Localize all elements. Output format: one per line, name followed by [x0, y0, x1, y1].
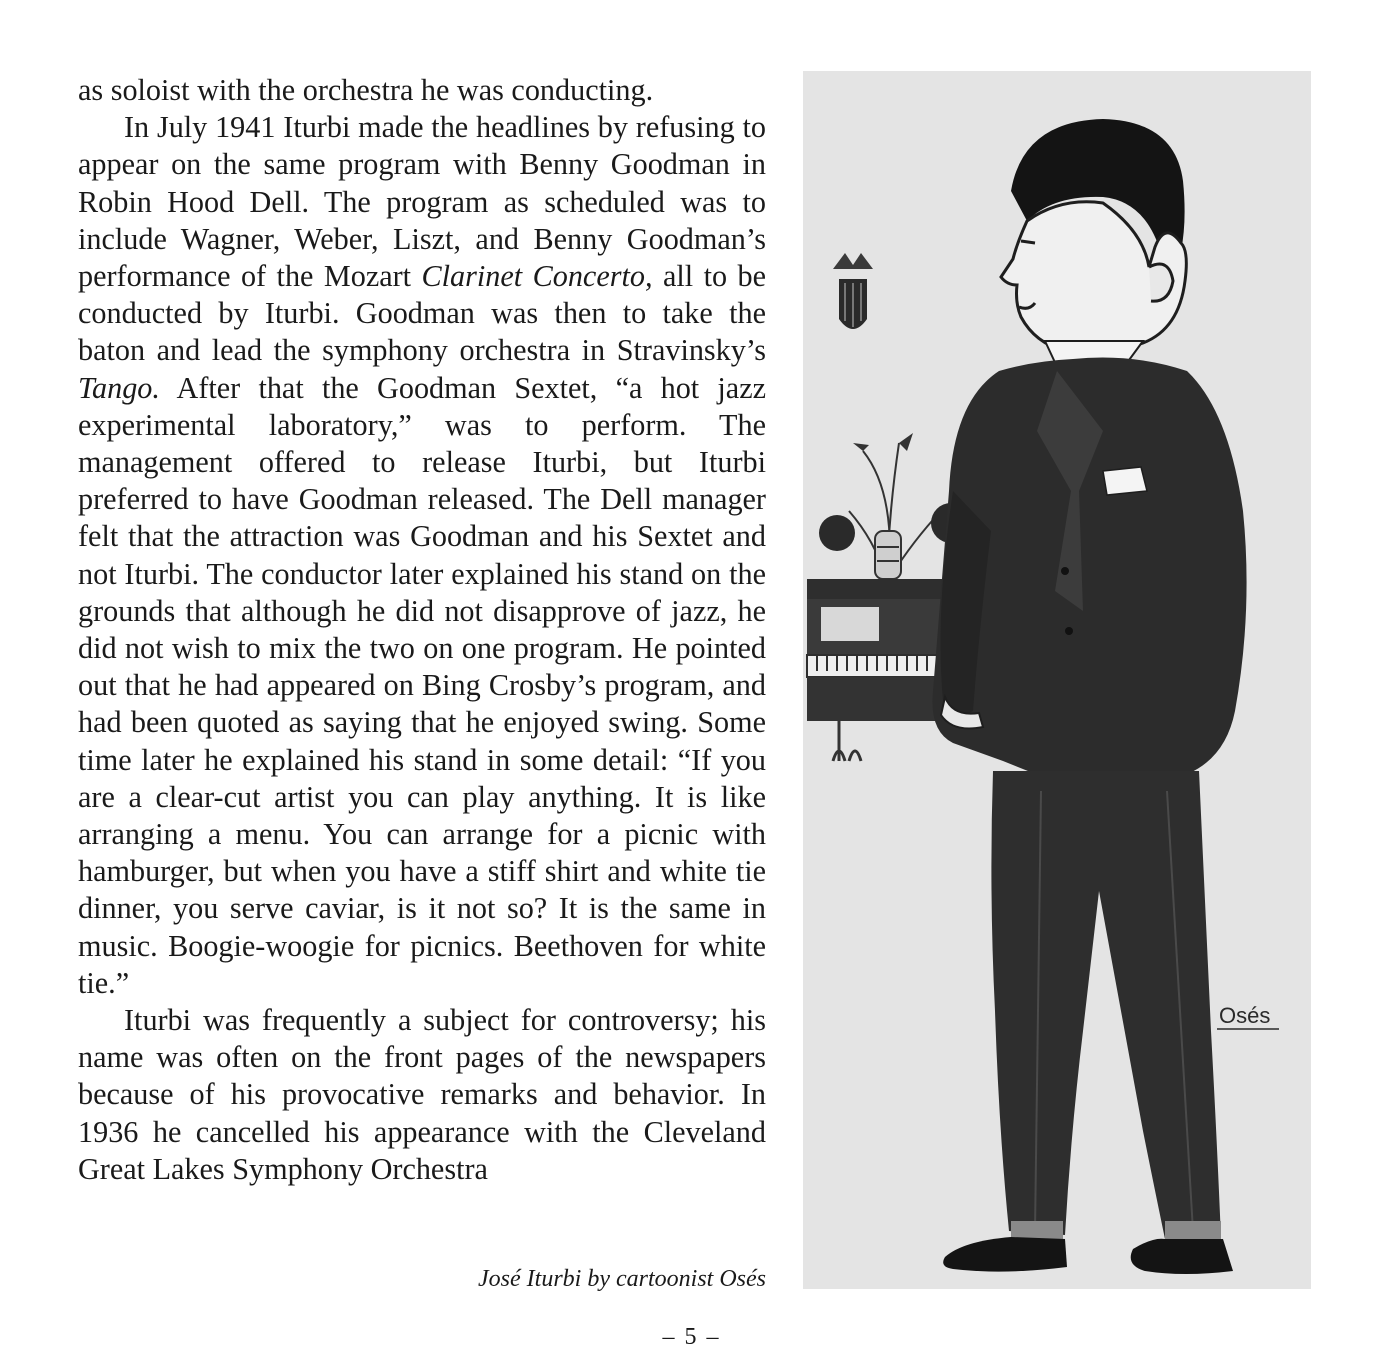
pocket-square — [1103, 467, 1147, 495]
eye-line — [1021, 241, 1035, 243]
paragraph — [78, 72, 766, 109]
figure-caption: José Iturbi by cartoonist Osés — [478, 1266, 766, 1292]
page-number: – 5 – — [662, 1324, 721, 1350]
italic-title: Tango. — [78, 370, 160, 405]
text-run: Iturbi was frequently a subject for controversy; his name was often on the front pages of the newspapers because of his provocative remarks and behavior. In 1936 he cancelled his appearance with the Cleveland Great Lakes Symphony Orchestra — [78, 1003, 766, 1186]
caricature-portrait-icon — [803, 71, 1311, 1289]
body-text — [78, 72, 766, 1188]
text-run: all to be conducted by Iturbi. Goodman was then to take the baton and lead the symphony orchestra in Stravinsky’s — [78, 259, 766, 368]
text-run: as soloist with the orchestra he was conducting. — [78, 73, 654, 107]
italic-title: Clarinet Concerto, — [421, 259, 653, 294]
right-shoe — [1131, 1239, 1233, 1274]
text-run: In July 1941 Iturbi made the headlines by refusing to appear on the same program with Benny Goodman in Robin Hood Dell. The program as scheduled was to include Wagner, Weber, Liszt, and Benny Goodman’s performance of the Mozart — [78, 110, 766, 294]
text-run: After that the Goodman Sextet, “a hot jazz experimental laboratory,” was to perform. The management offered to release Iturbi, but Iturbi preferred to have Goodman released. The Dell manager felt that the attraction was Goodman and his Sextet and not Iturbi. The conductor later explained his stand on the grounds that although he did not disapprove of jazz, he did not wish to mix the two on one program. He pointed out that he had appeared on Bing Crosby’s program, and had been quoted as saying that he enjoyed swing. Some time later he explained his stand in some detail: “If you are a clear-cut artist you can play anything. It is like arranging a menu. You can arrange for a picnic with hamburger, but when you have a stiff shirt and white tie dinner, you serve caviar, is it not so? It is the same in music. Boogie-woogie for picnics. Beethoven for white tie.” — [78, 370, 766, 1000]
artist-signature: Osés — [1219, 1003, 1271, 1028]
paragraph — [78, 1002, 766, 1188]
paragraph — [78, 109, 766, 1002]
caricature-illustration — [803, 71, 1311, 1289]
